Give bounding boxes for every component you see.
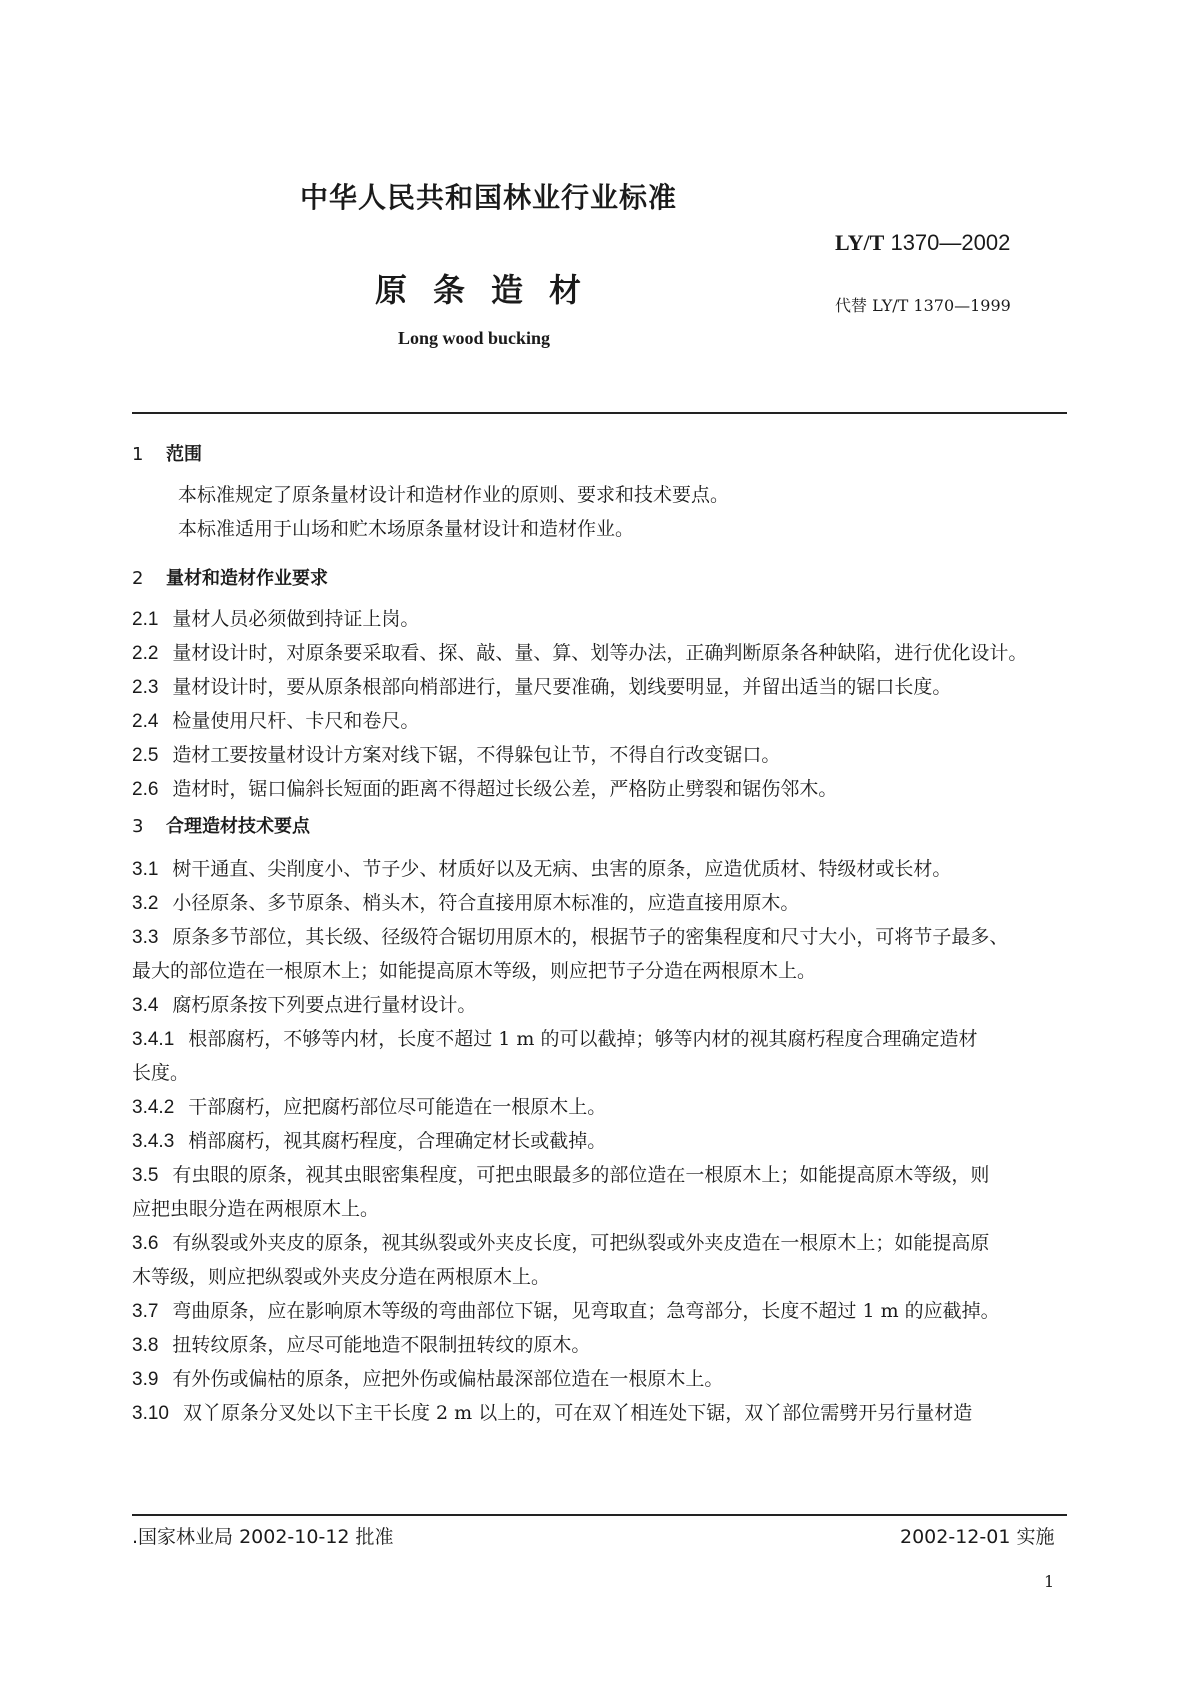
clause-3-9 <box>132 1362 1067 1397</box>
clause-number: 3.10 <box>132 1403 169 1424</box>
clause-3-4-2 <box>132 1090 1067 1125</box>
clause-number: 3.8 <box>132 1335 159 1356</box>
standard-code-number: 1370—2002 <box>890 230 1011 255</box>
clause-text: 造材时，锯口偏斜长短面的距离不得超过长级公差，严格防止劈裂和锯伤邻木。 <box>172 778 838 800</box>
clause-3-1 <box>132 852 1067 887</box>
clause-3-4-1 <box>132 1022 1067 1057</box>
clause-number: 2.2 <box>132 643 159 664</box>
clause-number: 2.4 <box>132 711 159 732</box>
section-3-heading <box>132 812 310 838</box>
section-number: 2 <box>132 568 144 589</box>
clause-number: 2.3 <box>132 677 159 698</box>
clause-3-4-1-continued: 长度。 <box>132 1062 190 1084</box>
approval-date: .国家林业局 2002-10-12 批准 <box>132 1526 394 1548</box>
clause-number: 2.6 <box>132 779 159 800</box>
header-divider <box>132 412 1067 414</box>
effective-date: 2002-12-01 实施 <box>900 1526 1055 1548</box>
section-number: 1 <box>132 444 144 465</box>
clause-number: 3.4.1 <box>132 1029 175 1050</box>
clause-number: 3.4 <box>132 995 159 1016</box>
section-title: 范围 <box>166 444 202 465</box>
clause-3-5 <box>132 1158 1067 1193</box>
standard-code-prefix: LY/T <box>835 230 885 255</box>
clause-text: 有纵裂或外夹皮的原条，视其纵裂或外夹皮长度，可把纵裂或外夹皮造在一根原木上；如能提高原 <box>172 1232 990 1254</box>
clause-text: 双丫原条分叉处以下主干长度 2 m 以上的，可在双丫相连处下锯，双丫部位需劈开另行量材造 <box>182 1402 973 1424</box>
clause-2-5 <box>132 738 1067 773</box>
clause-text: 树干通直、尖削度小、节子少、材质好以及无病、虫害的原条，应造优质材、特级材或长材。 <box>172 858 952 880</box>
english-title: Long wood bucking <box>398 328 551 348</box>
clause-2-1 <box>132 602 1067 637</box>
clause-text: 量材人员必须做到持证上岗。 <box>172 608 420 630</box>
section-1-heading <box>132 440 202 466</box>
clause-text: 扭转纹原条，应尽可能地造不限制扭转纹的原木。 <box>172 1334 591 1356</box>
clause-number: 3.3 <box>132 927 159 948</box>
paragraph: 本标准规定了原条量材设计和造材作业的原则、要求和技术要点。 <box>178 484 730 506</box>
clause-number: 3.2 <box>132 893 159 914</box>
clause-text: 量材设计时，对原条要采取看、探、敲、量、算、划等办法，正确判断原条各种缺陷，进行优化设计。 <box>172 642 1028 664</box>
clause-2-3 <box>132 670 1067 705</box>
clause-2-2 <box>132 636 1067 671</box>
clause-3-8 <box>132 1328 1067 1363</box>
footer-divider <box>132 1514 1067 1516</box>
clause-3-3-continued: 最大的部位造在一根原木上；如能提高原木等级，则应把节子分造在两根原木上。 <box>132 960 817 982</box>
clause-number: 3.9 <box>132 1369 159 1390</box>
clause-number: 3.7 <box>132 1301 159 1322</box>
clause-text: 造材工要按量材设计方案对线下锯，不得躲包让节，不得自行改变锯口。 <box>172 744 781 766</box>
clause-3-6-continued: 木等级，则应把纵裂或外夹皮分造在两根原木上。 <box>132 1266 551 1288</box>
clause-text: 有外伤或偏枯的原条，应把外伤或偏枯最深部位造在一根原木上。 <box>172 1368 724 1390</box>
clause-text: 小径原条、多节原条、梢头木，符合直接用原木标准的，应造直接用原木。 <box>172 892 800 914</box>
clause-3-4-3 <box>132 1124 1067 1159</box>
standard-code <box>835 230 1010 256</box>
clause-3-3 <box>132 920 1067 955</box>
clause-2-6 <box>132 772 1067 807</box>
clause-number: 3.4.2 <box>132 1097 175 1118</box>
section-2-heading <box>132 564 328 590</box>
clause-text: 弯曲原条，应在影响原木等级的弯曲部位下锯，见弯取直；急弯部分，长度不超过 1 m 的应截掉。 <box>172 1300 1000 1322</box>
clause-3-10 <box>132 1396 1067 1431</box>
clause-3-4 <box>132 988 1067 1023</box>
clause-number: 2.5 <box>132 745 159 766</box>
clause-text: 根部腐朽，不够等内材，长度不超过 1 m 的可以截掉；够等内材的视其腐朽程度合理确定造材 <box>188 1028 978 1050</box>
clause-number: 3.5 <box>132 1165 159 1186</box>
clause-text: 梢部腐朽，视其腐朽程度，合理确定材长或截掉。 <box>188 1130 607 1152</box>
clause-3-5-continued: 应把虫眼分造在两根原木上。 <box>132 1198 380 1220</box>
clause-number: 3.4.3 <box>132 1131 175 1152</box>
clause-text: 干部腐朽，应把腐朽部位尽可能造在一根原木上。 <box>188 1096 607 1118</box>
section-title: 量材和造材作业要求 <box>166 568 328 589</box>
clause-3-7 <box>132 1294 1067 1329</box>
page-number: 1 <box>1044 1572 1055 1591</box>
clause-text: 有虫眼的原条，视其虫眼密集程度，可把虫眼最多的部位造在一根原木上；如能提高原木等级，则 <box>172 1164 990 1186</box>
section-title: 合理造材技术要点 <box>166 816 310 837</box>
clause-text: 检量使用尺杆、卡尺和卷尺。 <box>172 710 420 732</box>
clause-number: 3.6 <box>132 1233 159 1254</box>
clause-2-4 <box>132 704 1067 739</box>
clause-text: 原条多节部位，其长级、径级符合锯切用原木的，根据节子的密集程度和尺寸大小，可将节子最多、 <box>172 926 1009 948</box>
document-title: 原条造材 <box>375 271 608 309</box>
section-number: 3 <box>132 816 144 837</box>
clause-number: 2.1 <box>132 609 159 630</box>
clause-number: 3.1 <box>132 859 159 880</box>
clause-3-2 <box>132 886 1067 921</box>
replaces-standard: 代替 LY/T 1370—1999 <box>835 296 1011 315</box>
clause-text: 腐朽原条按下列要点进行量材设计。 <box>172 994 477 1016</box>
clause-3-6 <box>132 1226 1067 1261</box>
clause-text: 量材设计时，要从原条根部向梢部进行，量尺要准确，划线要明显，并留出适当的锯口长度。 <box>172 676 952 698</box>
paragraph: 本标准适用于山场和贮木场原条量材设计和造材作业。 <box>178 518 635 540</box>
issuing-body-title: 中华人民共和国林业行业标准 <box>300 181 678 214</box>
